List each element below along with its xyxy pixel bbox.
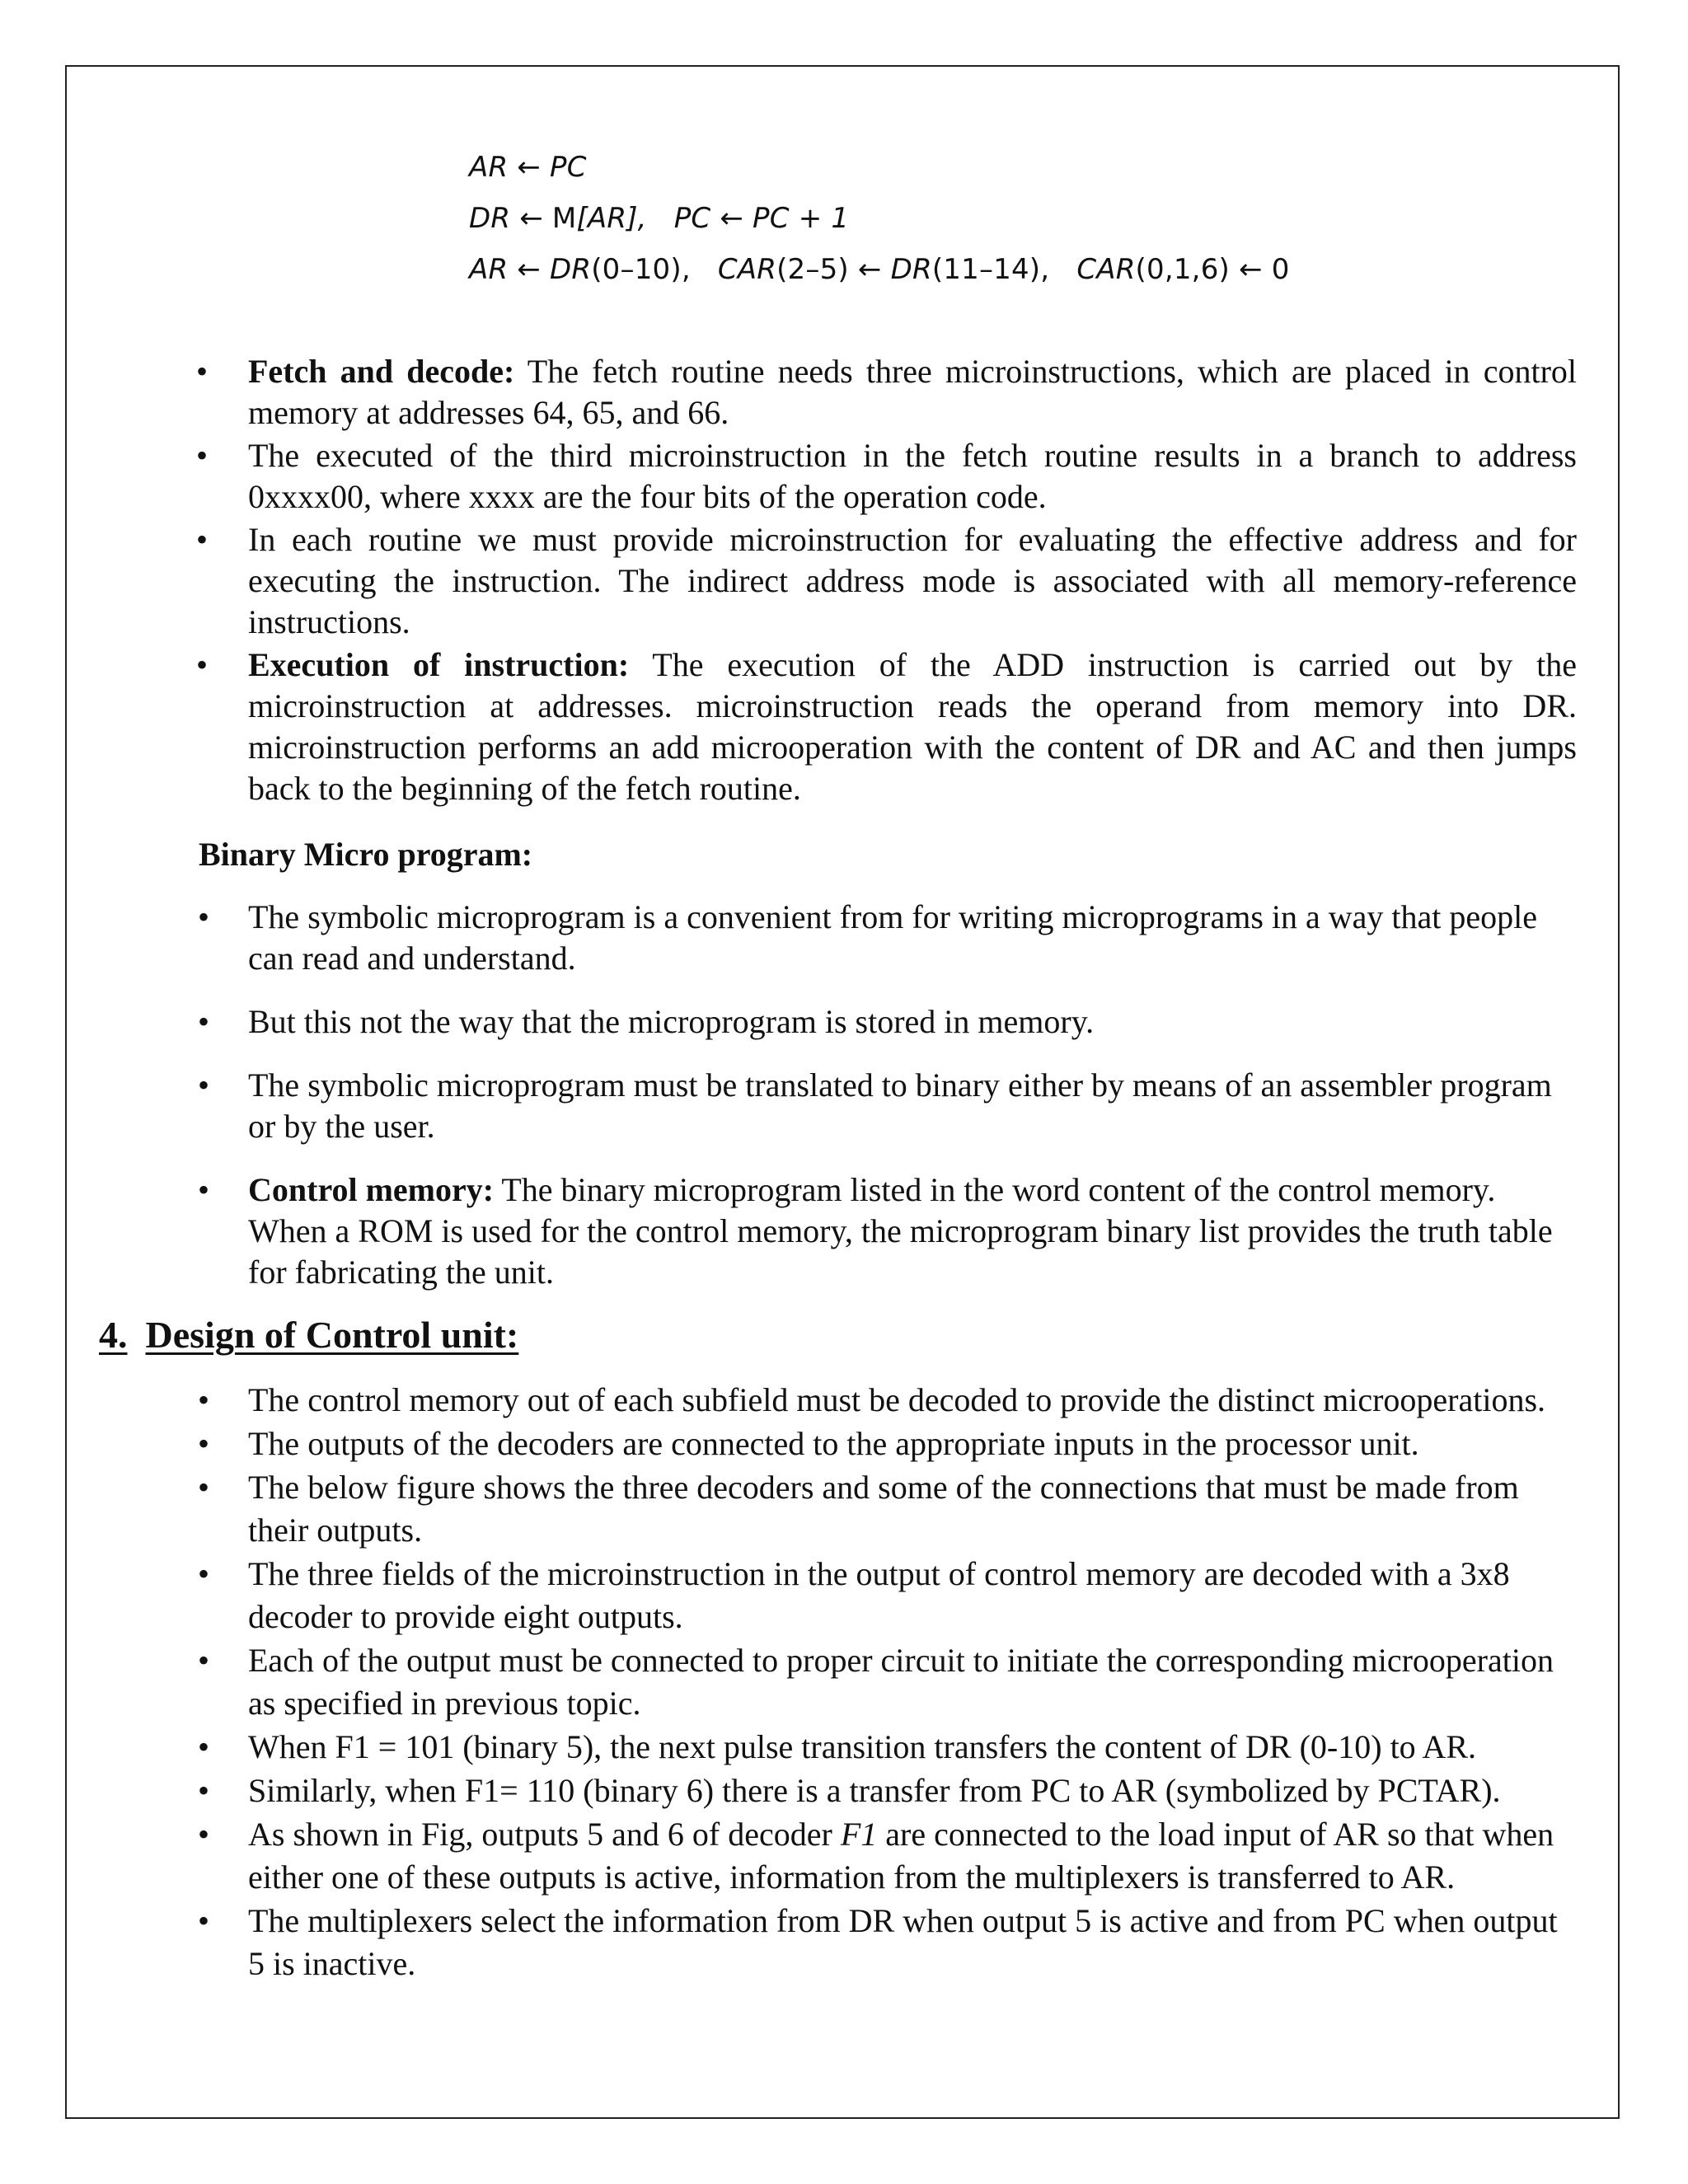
bullet-icon: • (198, 1003, 210, 1040)
fetch-decode-bullet-list (196, 351, 1578, 811)
register-transfer-equations (469, 142, 1290, 295)
bullet-icon: • (198, 1816, 210, 1853)
list-item-text: Similarly, when F1= 110 (binary 6) there is a transfer from PC to AR (symbolized by PCTAR). (248, 1772, 1501, 1809)
bullet-icon: • (196, 437, 209, 474)
list-item (198, 1001, 1577, 1043)
equation-text: CAR (717, 253, 777, 286)
section-title: Design of Control unit: (145, 1314, 519, 1356)
equation-text: [AR], PC ← PC + 1 (576, 202, 850, 235)
equation-line-3 (469, 244, 1290, 295)
list-item (198, 1169, 1577, 1293)
section-number: 4. (99, 1314, 128, 1356)
bullet-icon: • (198, 1066, 210, 1104)
bullet-icon: • (198, 1425, 210, 1462)
list-item (196, 351, 1578, 434)
bullet-icon: • (196, 521, 209, 558)
list-item-text: The outputs of the decoders are connected to the appropriate inputs in the processor unit. (248, 1425, 1419, 1462)
bullet-icon: • (198, 1555, 210, 1592)
list-item-text: In each routine we must provide microinstruction for evaluating the effective address and for executing the instruction. The indirect address mode is associated with all memory-reference instructions. (248, 521, 1577, 640)
list-item-text: The symbolic microprogram must be translated to binary either by means of an assembler program or by the user. (248, 1066, 1552, 1145)
list-item-text: The executed of the third microinstruction in the fetch routine results in a branch to address 0xxxx00, where xxxx are the four bits of the operation code. (248, 437, 1577, 515)
bullet-icon: • (198, 898, 210, 935)
list-item (196, 644, 1577, 809)
list-item (196, 519, 1577, 643)
equation-line-2 (469, 193, 1290, 244)
bullet-icon: • (198, 1902, 210, 1939)
equation-text: CAR (1076, 253, 1136, 286)
bullet-icon: • (196, 646, 209, 683)
list-item-text: The symbolic microprogram is a convenient from for writing microprograms in a way that people can read and understand. (248, 898, 1538, 977)
equation-text: DR ← (469, 202, 552, 235)
bullet-icon: • (196, 353, 209, 390)
list-item-text: When F1 = 101 (binary 5), the next pulse transition transfers the content of DR (0-10) to AR. (248, 1728, 1477, 1765)
list-item (198, 1553, 1577, 1638)
equation-text: DR (890, 253, 932, 286)
bullet-icon: • (198, 1171, 210, 1208)
bullet-icon: • (198, 1381, 210, 1418)
section-heading-design-of-control-unit (99, 1312, 518, 1358)
bullet-icon: • (198, 1728, 210, 1765)
list-item (198, 1466, 1577, 1552)
list-item-text: Each of the output must be connected to proper circuit to initiate the corresponding microoperation as specified in previous topic. (248, 1642, 1554, 1722)
list-item (198, 1422, 1577, 1465)
equation-text: AR ← PC (469, 151, 587, 184)
list-item-text: As shown in Fig, outputs 5 and 6 of decoder (248, 1816, 841, 1853)
list-item-text: But this not the way that the microprogram is stored in memory. (248, 1003, 1095, 1040)
list-item (198, 1726, 1577, 1769)
list-item-text: The below figure shows the three decoders and some of the connections that must be made from their outputs. (248, 1469, 1519, 1549)
equation-text: (0–10), (591, 253, 718, 286)
list-item (198, 1379, 1577, 1422)
list-item-text: The execution of the ADD instruction is carried out by the microinstruction at addresses. microinstruction reads the operand from memory into DR. microinstruction performs an add microoperation with the content of DR and AC and then jumps back to the beginning of the fetch routine. (248, 646, 1577, 807)
equation-text: (2–5) ← (776, 253, 891, 286)
equation-text: (11–14), (931, 253, 1077, 286)
list-item-text: The control memory out of each subfield must be decoded to provide the distinct microoperations. (248, 1381, 1546, 1418)
list-item (198, 1813, 1577, 1899)
list-item (198, 897, 1577, 979)
equation-text: M (551, 202, 577, 235)
list-item (198, 1065, 1577, 1147)
subheading-binary-microprogram: Binary Micro program: (199, 836, 533, 873)
equation-text: (0,1,6) ← 0 (1135, 253, 1290, 286)
list-item (198, 1639, 1577, 1725)
bullet-icon: • (198, 1772, 210, 1809)
list-item (196, 435, 1577, 518)
list-item-text: The binary microprogram listed in the word content of the control memory. When a ROM is used for the control memory, the microprogram binary list provides the truth table for fabricating the unit. (248, 1171, 1553, 1291)
decoder-name: F1 (840, 1816, 878, 1853)
list-item (198, 1900, 1577, 1985)
binary-microprogram-bullet-list (198, 897, 1577, 1315)
list-item-text: are connected to the load input of AR so that when either one of these outputs is active, information from the multiplexers is transferred to AR. (248, 1816, 1554, 1896)
list-item-text: The multiplexers select the information from DR when output 5 is active and from PC when output 5 is inactive. (248, 1902, 1558, 1982)
list-item (198, 1769, 1577, 1812)
control-unit-bullet-list (198, 1379, 1577, 1986)
bullet-icon: • (198, 1642, 210, 1679)
list-item-lead: Execution of instruction: (248, 646, 630, 683)
list-item-lead: Control memory: (248, 1171, 495, 1208)
list-item-lead: Fetch and decode: (248, 353, 515, 390)
list-item-text: The three fields of the microinstruction in the output of control memory are decoded with a 3x8 decoder to provide eight outputs. (248, 1555, 1510, 1635)
equation-line-1 (469, 142, 1290, 193)
bullet-icon: • (198, 1469, 210, 1506)
list-item-text: The fetch routine needs three microinstructions, which are placed in control memory at addresses 64, 65, and 66. (248, 353, 1578, 431)
equation-text: AR ← DR (469, 253, 592, 286)
